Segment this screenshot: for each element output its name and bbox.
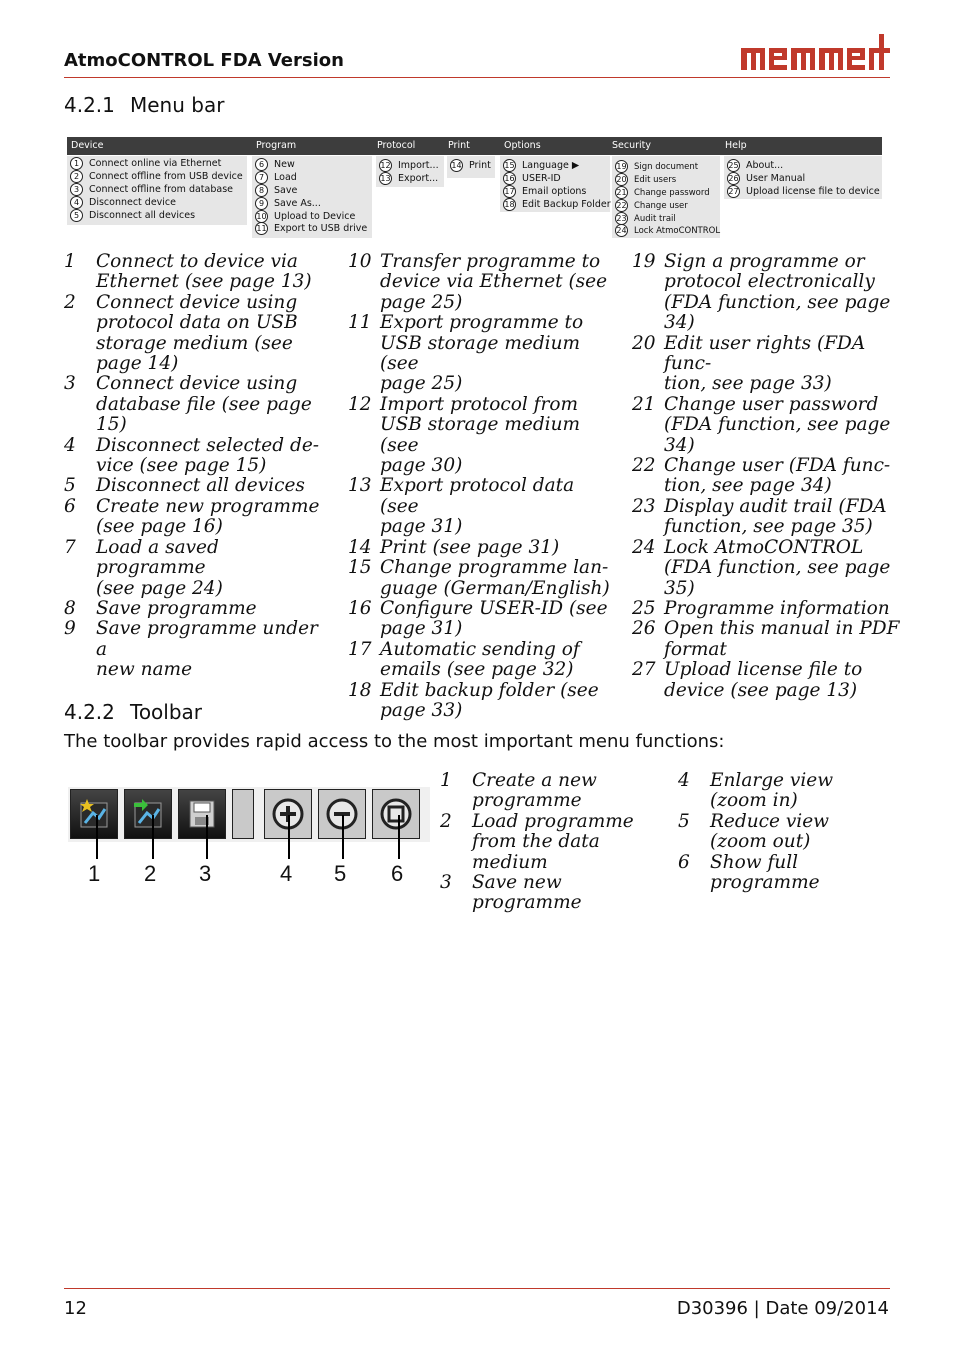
legend-item — [440, 812, 660, 873]
menu-options[interactable]: Options — [504, 140, 541, 151]
menu-item-language[interactable]: 15 Language ▶ — [504, 160, 580, 171]
legend-item-text: (see page 16) — [96, 516, 223, 538]
legend-item-text: Create a new — [472, 770, 597, 791]
menu-item-connect-usb[interactable]: 2 Connect offline from USB device — [70, 170, 243, 183]
legend-item-text: Ethernet (see page 13) — [96, 271, 312, 293]
legend-item — [64, 476, 334, 496]
print-menu — [447, 156, 495, 178]
legend-item — [348, 313, 618, 395]
legend-item-text: 15) — [96, 414, 127, 436]
menu-device[interactable]: Device — [71, 140, 104, 151]
legend-item-text: Programme information — [664, 597, 890, 619]
legend-item-number: 2 — [440, 810, 452, 832]
legend-item-text: medium — [472, 851, 548, 873]
legend-item-number: 11 — [348, 312, 372, 334]
menu-item-connect-database[interactable]: 3 Connect offline from database — [70, 183, 233, 196]
legend-item-number: 16 — [348, 597, 372, 619]
load-programme-button[interactable] — [124, 789, 172, 839]
legend-item-number: 19 — [632, 251, 656, 272]
load-programme-icon — [131, 797, 165, 831]
legend-item-number: 27 — [632, 659, 656, 681]
menu-item-export[interactable]: 13 Export... — [380, 173, 439, 184]
legend-item-number: 7 — [64, 536, 76, 558]
legend-item-text: from the data — [472, 831, 600, 853]
legend-item-text: new name — [96, 659, 193, 681]
legend-item-text: Disconnect selected de- — [96, 434, 320, 456]
menu-item-change-password[interactable]: 21 Change password — [616, 187, 710, 198]
legend-item-text: 34) — [664, 312, 695, 334]
menu-program[interactable]: Program — [256, 140, 297, 151]
legend-item-text: tion, see page 34) — [664, 475, 832, 497]
menu-item-user-id[interactable]: 16 USER-ID — [504, 173, 561, 184]
legend-item-text: Upload license file to — [664, 659, 863, 681]
legend-item-text: USB storage medium (see — [380, 332, 581, 375]
menu-bar — [67, 137, 882, 155]
fit-view-icon — [378, 796, 414, 832]
legend-item-text: guage (German/English) — [380, 577, 610, 599]
legend-item-text: device via Ethernet (see — [380, 271, 608, 293]
legend-item-number: 21 — [632, 393, 656, 415]
menu-item-email-options[interactable]: 17 Email options — [504, 186, 587, 197]
legend-item — [348, 558, 618, 599]
menu-protocol[interactable]: Protocol — [377, 140, 416, 151]
leader-line — [96, 815, 98, 859]
legend-item-number: 24 — [632, 536, 656, 558]
legend-item — [632, 599, 902, 619]
menu-item-edit-users[interactable]: 20 Edit users — [616, 174, 677, 185]
menu-item-disconnect[interactable]: 4 Disconnect device — [70, 196, 176, 209]
legend-item-text: Load programme — [472, 810, 634, 832]
menu-item-user-manual[interactable]: 26 User Manual — [728, 173, 806, 184]
program-menu — [252, 156, 372, 238]
legend-item-number: 14 — [348, 536, 372, 558]
legend-item-text: page 33) — [380, 699, 463, 721]
save-programme-button[interactable] — [178, 789, 226, 839]
menu-item-new[interactable]: 6 New — [255, 158, 295, 171]
new-programme-button[interactable] — [70, 789, 118, 839]
menu-item-backup-folder[interactable]: 18 Edit Backup Folder — [504, 199, 611, 210]
toolbar-legend-column-1 — [440, 771, 660, 914]
legend-item-number: 3 — [440, 872, 452, 894]
legend-item-number: 18 — [348, 679, 372, 701]
options-menu — [500, 156, 610, 212]
legend-item-text: Automatic sending of — [380, 638, 580, 660]
device-menu — [67, 156, 247, 225]
legend-item-number: 4 — [678, 770, 690, 791]
protocol-menu — [376, 156, 444, 187]
legend-item-number: 6 — [64, 495, 76, 517]
legend-item-text: tion, see page 33) — [664, 373, 832, 395]
legend-item-text: programme — [710, 872, 820, 894]
toolbar-number: 3 — [199, 861, 212, 886]
legend-item-text: page 30) — [380, 455, 463, 477]
legend-item-text: page 31) — [380, 618, 463, 640]
legend-item-text: 35) — [664, 577, 695, 599]
legend-item-text: Edit user rights (FDA func- — [664, 332, 866, 375]
legend-item-number: 26 — [632, 618, 656, 640]
memmert-logo — [739, 32, 891, 72]
leader-line — [288, 815, 290, 859]
legend-item-text: USB storage medium (see — [380, 414, 581, 456]
legend-item-text: Connect device using — [96, 291, 298, 313]
legend-item-number: 5 — [64, 475, 76, 497]
legend-item-text: format — [664, 638, 727, 660]
toolbar-legend-column-2 — [678, 771, 888, 893]
legend-item — [64, 436, 334, 477]
leader-line — [342, 815, 344, 859]
menu-item-sign-document[interactable]: 19 Sign document — [616, 161, 699, 172]
menu-item-audit-trail[interactable]: 23 Audit trail — [616, 213, 676, 224]
legend-item-text: Disconnect all devices — [96, 475, 305, 497]
legend-item — [64, 497, 334, 538]
legend-item-text: storage medium (see — [96, 332, 293, 354]
menu-item-save[interactable]: 8 Save — [255, 184, 297, 197]
header-rule — [64, 77, 890, 78]
legend-item-number: 20 — [632, 332, 656, 354]
legend-item — [678, 812, 888, 853]
menu-item-upload-device[interactable]: 10 Upload to Device — [256, 211, 356, 222]
legend-item-number: 9 — [64, 618, 76, 640]
legend-item-text: (zoom out) — [710, 831, 811, 853]
show-full-programme-button[interactable] — [372, 789, 420, 839]
menu-item-print[interactable]: 14 Print — [451, 160, 491, 171]
menu-item-disconnect-all[interactable]: 5 Disconnect all devices — [70, 209, 195, 222]
document-id-date: D30396 | Date 09/2014 — [676, 1298, 889, 1319]
menu-help[interactable]: Help — [725, 140, 747, 151]
floppy-disk-icon — [185, 797, 219, 831]
legend-item-number: 13 — [348, 475, 372, 497]
legend-item-text: page 25) — [380, 373, 463, 395]
legend-item-text: Enlarge view — [710, 770, 834, 791]
legend-item-text: (FDA function, see page — [664, 557, 891, 579]
document-header-title: AtmoCONTROL FDA Version — [64, 50, 344, 71]
legend-item-text: function, see page 35) — [664, 516, 873, 538]
legend-item-text: protocol electronically — [664, 271, 875, 293]
legend-item-text: Load a saved programme — [96, 536, 219, 579]
legend-item-number: 5 — [678, 810, 690, 832]
legend-item-number: 3 — [64, 373, 76, 395]
section-heading-toolbar: 4.2.2 Toolbar — [64, 700, 203, 724]
legend-item — [632, 497, 902, 538]
toolbar-number: 6 — [391, 861, 404, 886]
legend-item-text: 34) — [664, 434, 695, 456]
legend-item — [678, 853, 888, 894]
legend-item-text: Create new programme — [96, 495, 320, 517]
legend-item-text: programme — [472, 790, 582, 812]
menu-item-about[interactable]: 25 About... — [728, 160, 784, 171]
legend-item-number: 25 — [632, 597, 656, 619]
legend-item-number: 10 — [348, 251, 372, 272]
legend-item — [64, 599, 334, 619]
legend-item — [348, 395, 618, 477]
legend-item-number: 15 — [348, 557, 372, 579]
legend-item-number: 1 — [64, 251, 76, 272]
page-number: 12 — [64, 1298, 87, 1319]
legend-item-number: 2 — [64, 291, 76, 313]
toolbar-number: 1 — [88, 861, 101, 886]
legend-item-text: Configure USER-ID (see — [380, 597, 608, 619]
legend-item-text: Reduce view — [710, 810, 829, 832]
legend-item — [348, 640, 618, 681]
legend-item-number: 1 — [440, 770, 452, 791]
legend-item-text: page 31) — [380, 516, 463, 538]
legend-item — [348, 476, 618, 537]
legend-item-text: Sign a programme or — [664, 251, 865, 272]
legend-item-number: 17 — [348, 638, 372, 660]
legend-item-text: Export programme to — [380, 312, 584, 334]
legend-item — [348, 538, 618, 558]
legend-item — [632, 395, 902, 456]
leader-line — [152, 815, 154, 859]
legend-item-text: (see page 24) — [96, 577, 223, 599]
legend-item-text: Change user (FDA func- — [664, 455, 891, 477]
legend-item-text: Save new — [472, 872, 562, 894]
menu-legend-column-1 — [64, 252, 334, 681]
legend-item — [632, 538, 902, 599]
legend-item-number: 22 — [632, 455, 656, 477]
legend-item-text: Import protocol from — [380, 393, 579, 415]
legend-item-text: Lock AtmoCONTROL — [664, 536, 864, 558]
legend-item-text: Display audit trail (FDA — [664, 495, 887, 517]
help-menu — [724, 156, 882, 199]
menu-item-connect-online[interactable]: 1 Connect online via Ethernet — [70, 157, 221, 170]
legend-item-text: Save programme — [96, 597, 257, 619]
menu-item-import[interactable]: 12 Import... — [380, 160, 439, 171]
legend-item — [64, 538, 334, 599]
legend-item-text: protocol data on USB — [96, 312, 298, 334]
menu-item-save-as[interactable]: 9 Save As... — [255, 197, 321, 210]
legend-item — [440, 873, 660, 914]
legend-item-text: Connect to device via — [96, 251, 298, 272]
menu-legend-column-2 — [348, 252, 618, 721]
toolbar-separator — [232, 789, 254, 839]
footer-rule — [64, 1288, 890, 1289]
legend-item — [64, 252, 334, 293]
legend-item-text: Save programme under a — [96, 618, 318, 660]
legend-item — [632, 252, 902, 334]
menu-item-load[interactable]: 7 Load — [255, 171, 297, 184]
legend-item-text: database file (see page — [96, 393, 312, 415]
legend-item — [64, 374, 334, 435]
legend-item — [348, 681, 618, 722]
legend-item-text: Edit backup folder (see — [380, 679, 599, 701]
legend-item-text: (FDA function, see page — [664, 291, 891, 313]
legend-item-text: page 25) — [380, 291, 463, 313]
menu-item-upload-license[interactable]: 27 Upload license file to device — [728, 186, 880, 197]
legend-item — [632, 660, 902, 701]
legend-item-number: 6 — [678, 851, 690, 873]
legend-item-text: emails (see page 32) — [380, 659, 574, 681]
legend-item-text: Export protocol data (see — [380, 475, 575, 517]
leader-line — [206, 815, 208, 859]
legend-item — [64, 619, 334, 680]
legend-item-text: Connect device using — [96, 373, 298, 395]
legend-item-text: Change user password — [664, 393, 879, 415]
legend-item — [348, 599, 618, 640]
toolbar-intro-text: The toolbar provides rapid access to the most important menu functions: — [64, 731, 725, 752]
legend-item-text: page 14) — [96, 353, 179, 375]
legend-item-text: device (see page 13) — [664, 679, 858, 701]
legend-item-text: vice (see page 15) — [96, 455, 267, 477]
menu-item-change-user[interactable]: 22 Change user — [616, 200, 688, 211]
legend-item-text: Show full — [710, 851, 799, 873]
legend-item-text: Print (see page 31) — [380, 536, 560, 558]
toolbar — [68, 787, 430, 842]
toolbar-number: 4 — [280, 861, 293, 886]
menu-print[interactable]: Print — [448, 140, 470, 151]
legend-item-text: (FDA function, see page — [664, 414, 891, 436]
legend-item — [64, 293, 334, 375]
legend-item-number: 23 — [632, 495, 656, 517]
new-programme-icon — [77, 797, 111, 831]
legend-item — [440, 771, 660, 812]
legend-item — [632, 619, 902, 660]
legend-item-text: Open this manual in PDF — [664, 618, 900, 640]
legend-item-text: (zoom in) — [710, 790, 798, 812]
legend-item — [678, 771, 888, 812]
section-heading-menu-bar: 4.2.1 Menu bar — [64, 93, 225, 117]
legend-item-text: Transfer programme to — [380, 251, 601, 272]
leader-line — [398, 815, 400, 859]
menu-legend-column-3 — [632, 252, 902, 701]
legend-item — [632, 334, 902, 395]
legend-item — [348, 252, 618, 313]
menu-item-lock[interactable]: 24 Lock AtmoCONTROL — [616, 225, 721, 236]
toolbar-number: 2 — [144, 861, 157, 886]
toolbar-number: 5 — [334, 861, 347, 886]
legend-item-number: 4 — [64, 434, 76, 456]
legend-item — [632, 456, 902, 497]
legend-item-text: Change programme lan- — [380, 557, 609, 579]
legend-item-text: programme — [472, 892, 582, 914]
menu-item-export-usb[interactable]: 11 Export to USB drive — [256, 223, 368, 234]
security-menu — [612, 156, 720, 238]
menu-security[interactable]: Security — [612, 140, 652, 151]
legend-item-number: 8 — [64, 597, 76, 619]
legend-item-number: 12 — [348, 393, 372, 415]
